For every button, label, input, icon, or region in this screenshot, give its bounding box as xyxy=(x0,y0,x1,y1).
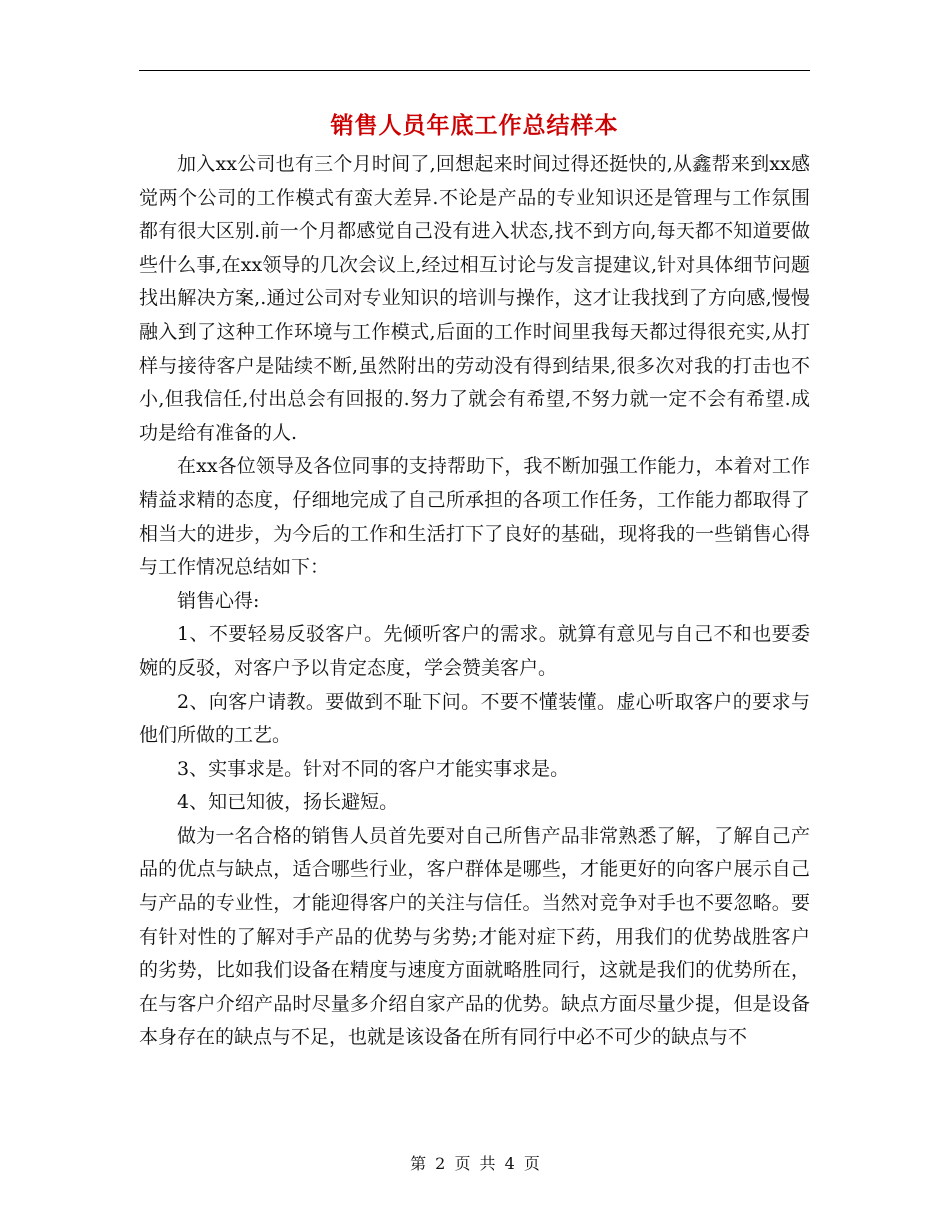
paragraph-tip-4: 4、知已知彼，扬长避短。 xyxy=(177,791,399,814)
paragraph-product-knowledge: 做为一名合格的销售人员首先要对自己所售产品非常熟悉了解，了解自己产品的优点与缺点，适合哪些行业，客户群体是哪些，才能更好的向客户展示自己与产品的专业性，才能迎得客户的关注与信任。当然对竞争对手也不要忽略。要有针对性的了解对手产品的优势与劣势;才能对症下药，用我们的优势战胜客户的劣势，比如我们设备在精度与速度方面就略胜同行，这就是我们的优势所在，在与客户介绍产品时尽量多介绍自家产品的优势。缺点方面尽量少提，但是设备本身存在的缺点与不足，也就是该设备在所有同行中必不可少的缺点与不 xyxy=(139,824,810,1049)
paragraph-tip-3: 3、实事求是。针对不同的客户才能实事求是。 xyxy=(177,757,570,780)
paragraph-heading-sales-insights: 销售心得: xyxy=(177,589,260,612)
paragraph-tip-1: 1、不要轻易反驳客户。先倾听客户的需求。就算有意见与自己不和也要委婉的反驳，对客户予以肯定态度，学会赞美客户。 xyxy=(139,623,810,679)
document-body xyxy=(139,148,810,1055)
document-title: 销售人员年底工作总结样本 xyxy=(330,113,619,139)
paragraph-support: 在xx各位领导及各位同事的支持帮助下，我不断加强工作能力，本着对工作精益求精的态度，仔细地完成了自己所承担的各项工作任务，工作能力都取得了相当大的进步，为今后的工作和生活打下了良好的基础，现将我的一些销售心得与工作情况总结如下： xyxy=(139,455,810,579)
paragraph-intro: 加入xx公司也有三个月时间了,回想起来时间过得还挺快的,从鑫帮来到xx感觉两个公司的工作模式有蛮大差异.不论是产品的专业知识还是管理与工作氛围都有很大区别.前一个月都感觉自己没有进入状态,找不到方向,每天都不知道要做些什么事,在xx领导的几次会议上,经过相互讨论与发言提建议,针对具体细节问题找出解决方案,.通过公司对专业知识的培训与操作，这才让我找到了方向感,慢慢融入到了这种工作环境与工作模式,后面的工作时间里我每天都过得很充实,从打样与接待客户是陆续不断,虽然附出的劳动没有得到结果,很多次对我的打击也不小,但我信任,付出总会有回报的.努力了就会有希望,不努力就一定不会有希望.成功是给有准备的人. xyxy=(139,153,810,444)
header-rule xyxy=(139,70,810,71)
page-number-footer: 第 2 页 共 4 页 xyxy=(410,1154,540,1173)
paragraph-tip-2: 2、向客户请教。要做到不耻下问。不要不懂装懂。虚心听取客户的要求与他们所做的工艺。 xyxy=(139,690,810,747)
